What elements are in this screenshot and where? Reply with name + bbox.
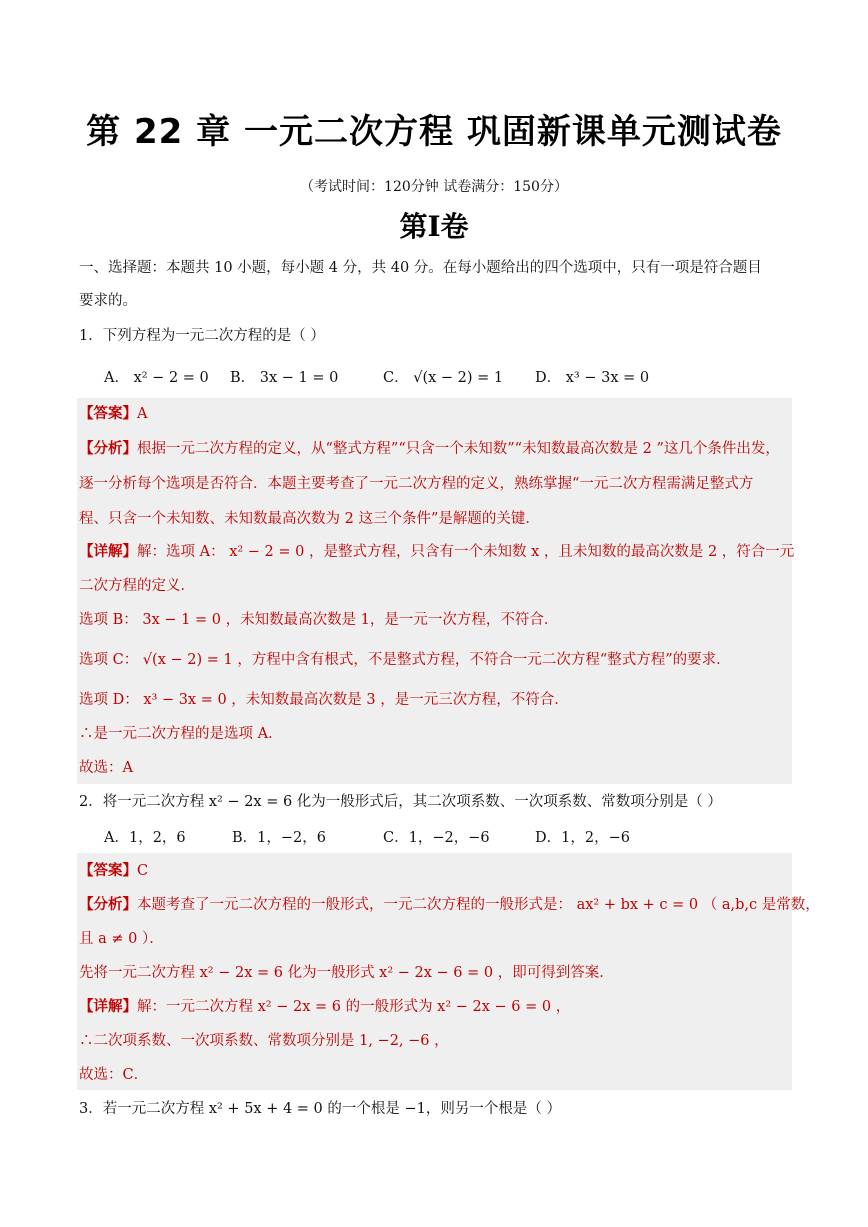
q1-detail-cont: 二次方程的定义．	[79, 578, 195, 594]
q1-option-b: B． 3x − 1 = 0	[230, 370, 339, 386]
q1-analysis-cont-2: 程、只含一个未知数、未知数最高次数为 2 这三个条件”是解题的关键．	[79, 511, 540, 527]
q2-answer	[79, 861, 148, 881]
q1-option-a: A． x² − 2 = 0	[104, 370, 209, 386]
q1-analysis-cont-1: 逐一分析每个选项是否符合．本题主要考查了一元二次方程的定义，熟练掌握“一元二次方程需满足整式方	[79, 476, 754, 492]
q1-detail-option-d: 选项 D： x³ − 3x = 0 ，未知数最高次数是 3 ，是一元三次方程，不符合．	[79, 692, 569, 708]
question-3-stem: 3．若一元二次方程 x² + 5x + 4 = 0 的一个根是 −1，则另一个根是（ ）	[79, 1101, 561, 1117]
detail-tag: 【详解】	[79, 543, 137, 560]
q1-analysis	[79, 439, 780, 459]
q1-detail-option-b: 选项 B： 3x − 1 = 0 ，未知数最高次数是 1，是一元一次方程，不符合．	[79, 612, 559, 628]
q1-detail	[79, 542, 794, 562]
q1-option-c: C． √(x − 2) = 1	[383, 370, 504, 386]
page-title: 第 22 章 一元二次方程 巩固新课单元测试卷	[86, 112, 782, 152]
question-2-stem: 2．将一元二次方程 x² − 2x = 6 化为一般形式后，其二次项系数、一次项系数、常数项分别是（ ）	[79, 794, 722, 810]
q2-analysis-cont-1: 且 a ≠ 0 ）．	[79, 931, 164, 947]
q1-answer	[79, 404, 147, 424]
answer-value: C	[137, 863, 149, 879]
analysis-tag: 【分析】	[79, 896, 137, 913]
analysis-tag: 【分析】	[79, 440, 137, 457]
q2-choice: 故选：C．	[79, 1067, 149, 1083]
q1-conclusion: ∴是一元二次方程的是选项 A．	[79, 726, 283, 742]
analysis-text: 根据一元二次方程的定义，从“整式方程”“只含一个未知数”“未知数最高次数是 2 ”这几个条件出发，	[137, 441, 780, 457]
answer-tag: 【答案】	[79, 405, 137, 422]
detail-text: 解：一元二次方程 x² − 2x = 6 的一般形式为 x² − 2x − 6 = 0 ，	[137, 999, 571, 1015]
analysis-text: 本题考查了一元二次方程的一般形式，一元二次方程的一般形式是： ax² + bx + c = 0 （ a,b,c 是常数，	[137, 897, 820, 913]
q1-option-d: D． x³ − 3x = 0	[535, 370, 650, 386]
q2-detail-cont: ∴二次项系数、一次项系数、常数项分别是 1, −2, −6 ，	[79, 1033, 449, 1049]
section-instructions: 一、选择题：本题共 10 小题，每小题 4 分，共 40 分。在每小题给出的四个选项中，只有一项是符合题目	[79, 260, 762, 276]
volume-heading: 第I卷	[399, 210, 469, 243]
q2-option-a: A．1，2，6	[104, 830, 186, 846]
q2-detail	[79, 997, 570, 1017]
q1-choice: 故选：A	[79, 760, 133, 776]
answer-tag: 【答案】	[79, 862, 137, 879]
section-instructions-cont: 要求的。	[79, 293, 137, 309]
q2-analysis-cont-2: 先将一元二次方程 x² − 2x = 6 化为一般形式 x² − 2x − 6 = 0 ，即可得到答案．	[79, 965, 614, 981]
q2-analysis	[79, 895, 820, 915]
exam-info: （考试时间：120分钟 试卷满分：150分）	[300, 179, 568, 195]
detail-text: 解：选项 A： x² − 2 = 0 ，是整式方程，只含有一个未知数 x ，且未知数的最高次数是 2 ，符合一元	[137, 544, 795, 560]
q2-option-d: D．1，2，−6	[535, 830, 630, 846]
q1-detail-option-c: 选项 C： √(x − 2) = 1 ，方程中含有根式，不是整式方程，不符合一元二次方程“整式方程”的要求．	[79, 652, 731, 668]
question-1-stem: 1．下列方程为一元二次方程的是（ ）	[79, 328, 325, 344]
answer-value: A	[137, 406, 148, 422]
q2-option-b: B．1，−2，6	[232, 830, 326, 846]
q2-option-c: C．1，−2，−6	[383, 830, 490, 846]
detail-tag: 【详解】	[79, 998, 137, 1015]
